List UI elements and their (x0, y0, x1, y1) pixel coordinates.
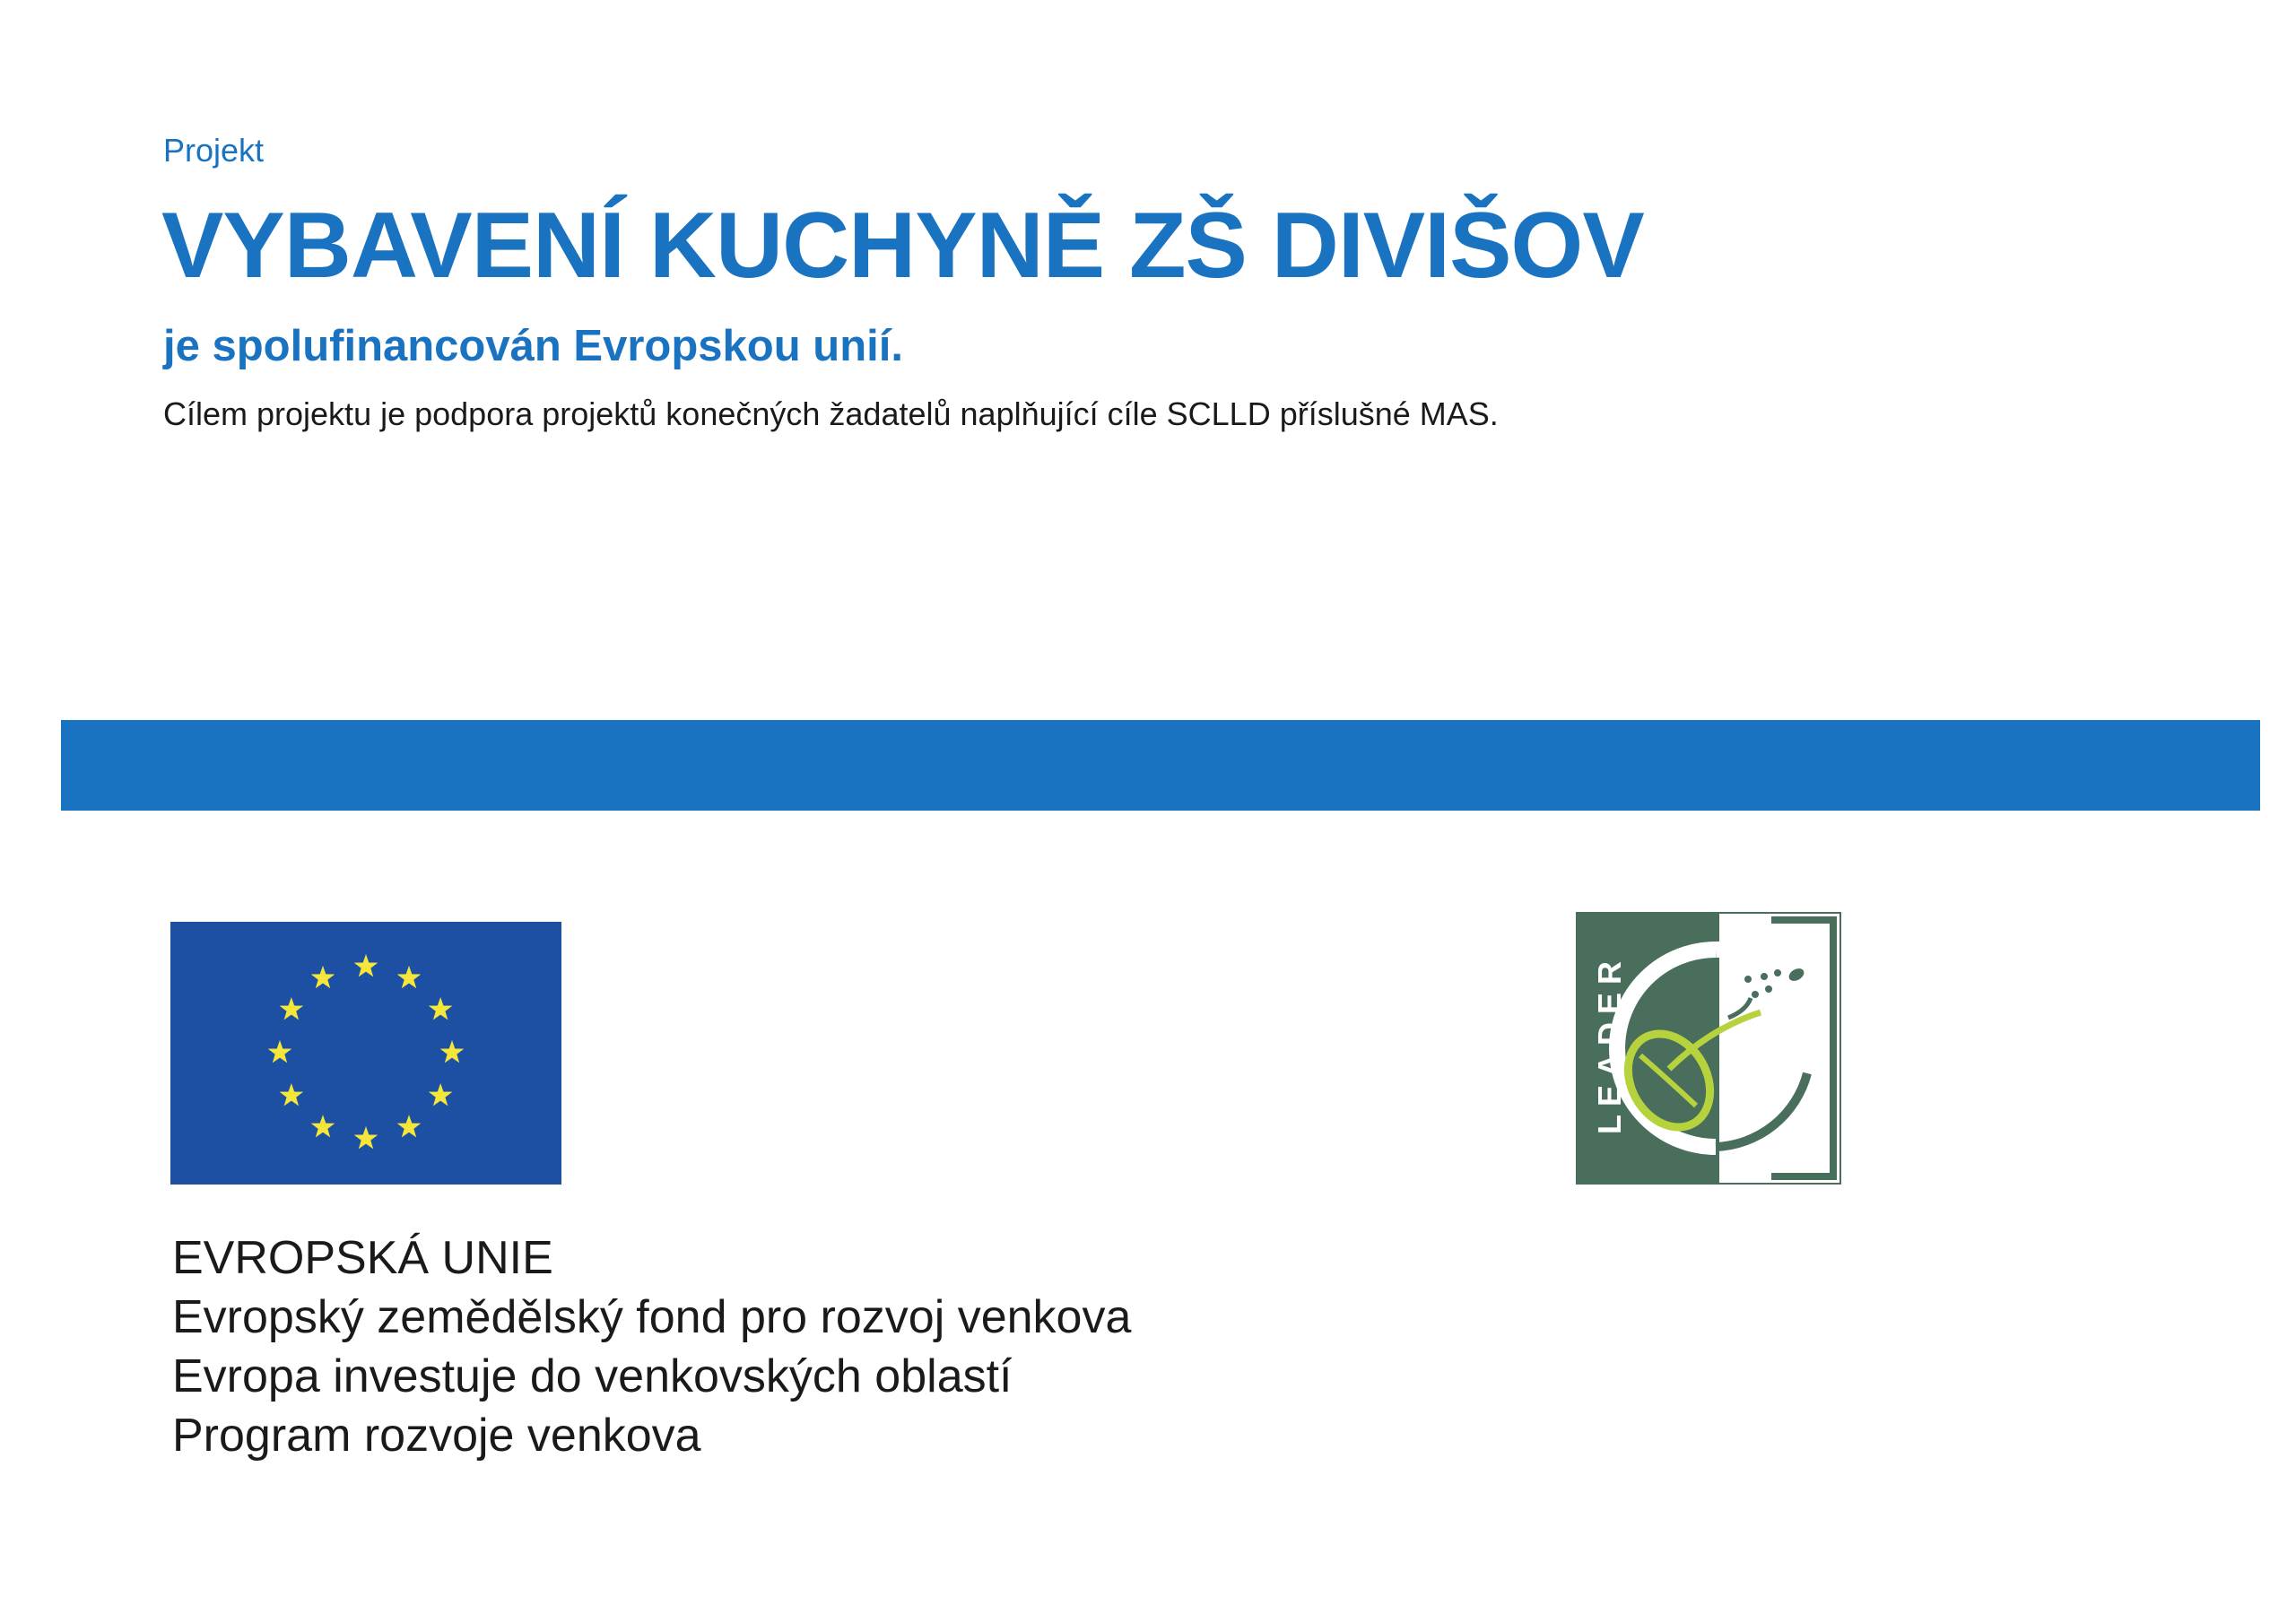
eu-line-fund: Evropský zemědělský fond pro rozvoj venkova (172, 1291, 1132, 1343)
cofinancing-subtitle: je spolufinancován Evropskou unií. (163, 322, 903, 370)
svg-text:LEADER: LEADER (1591, 952, 1628, 1134)
eu-line-union: EVROPSKÁ UNIE (172, 1232, 553, 1284)
eu-text-block (172, 1228, 1131, 1465)
eu-flag-icon (170, 922, 561, 1185)
leader-logo-icon (1576, 912, 1841, 1185)
project-label: Projekt (163, 132, 265, 169)
eu-line-invest: Evropa investuje do venkovských oblastí (172, 1350, 1013, 1402)
blue-divider-band (61, 720, 2260, 811)
eu-line-program: Program rozvoje venkova (172, 1410, 701, 1462)
project-description: Cílem projektu je podpora projektů konečných žadatelů naplňující cíle SCLLD příslušné MAS. (163, 395, 1499, 432)
page-title: VYBAVENÍ KUCHYNĚ ZŠ DIVIŠOV (161, 194, 1644, 298)
